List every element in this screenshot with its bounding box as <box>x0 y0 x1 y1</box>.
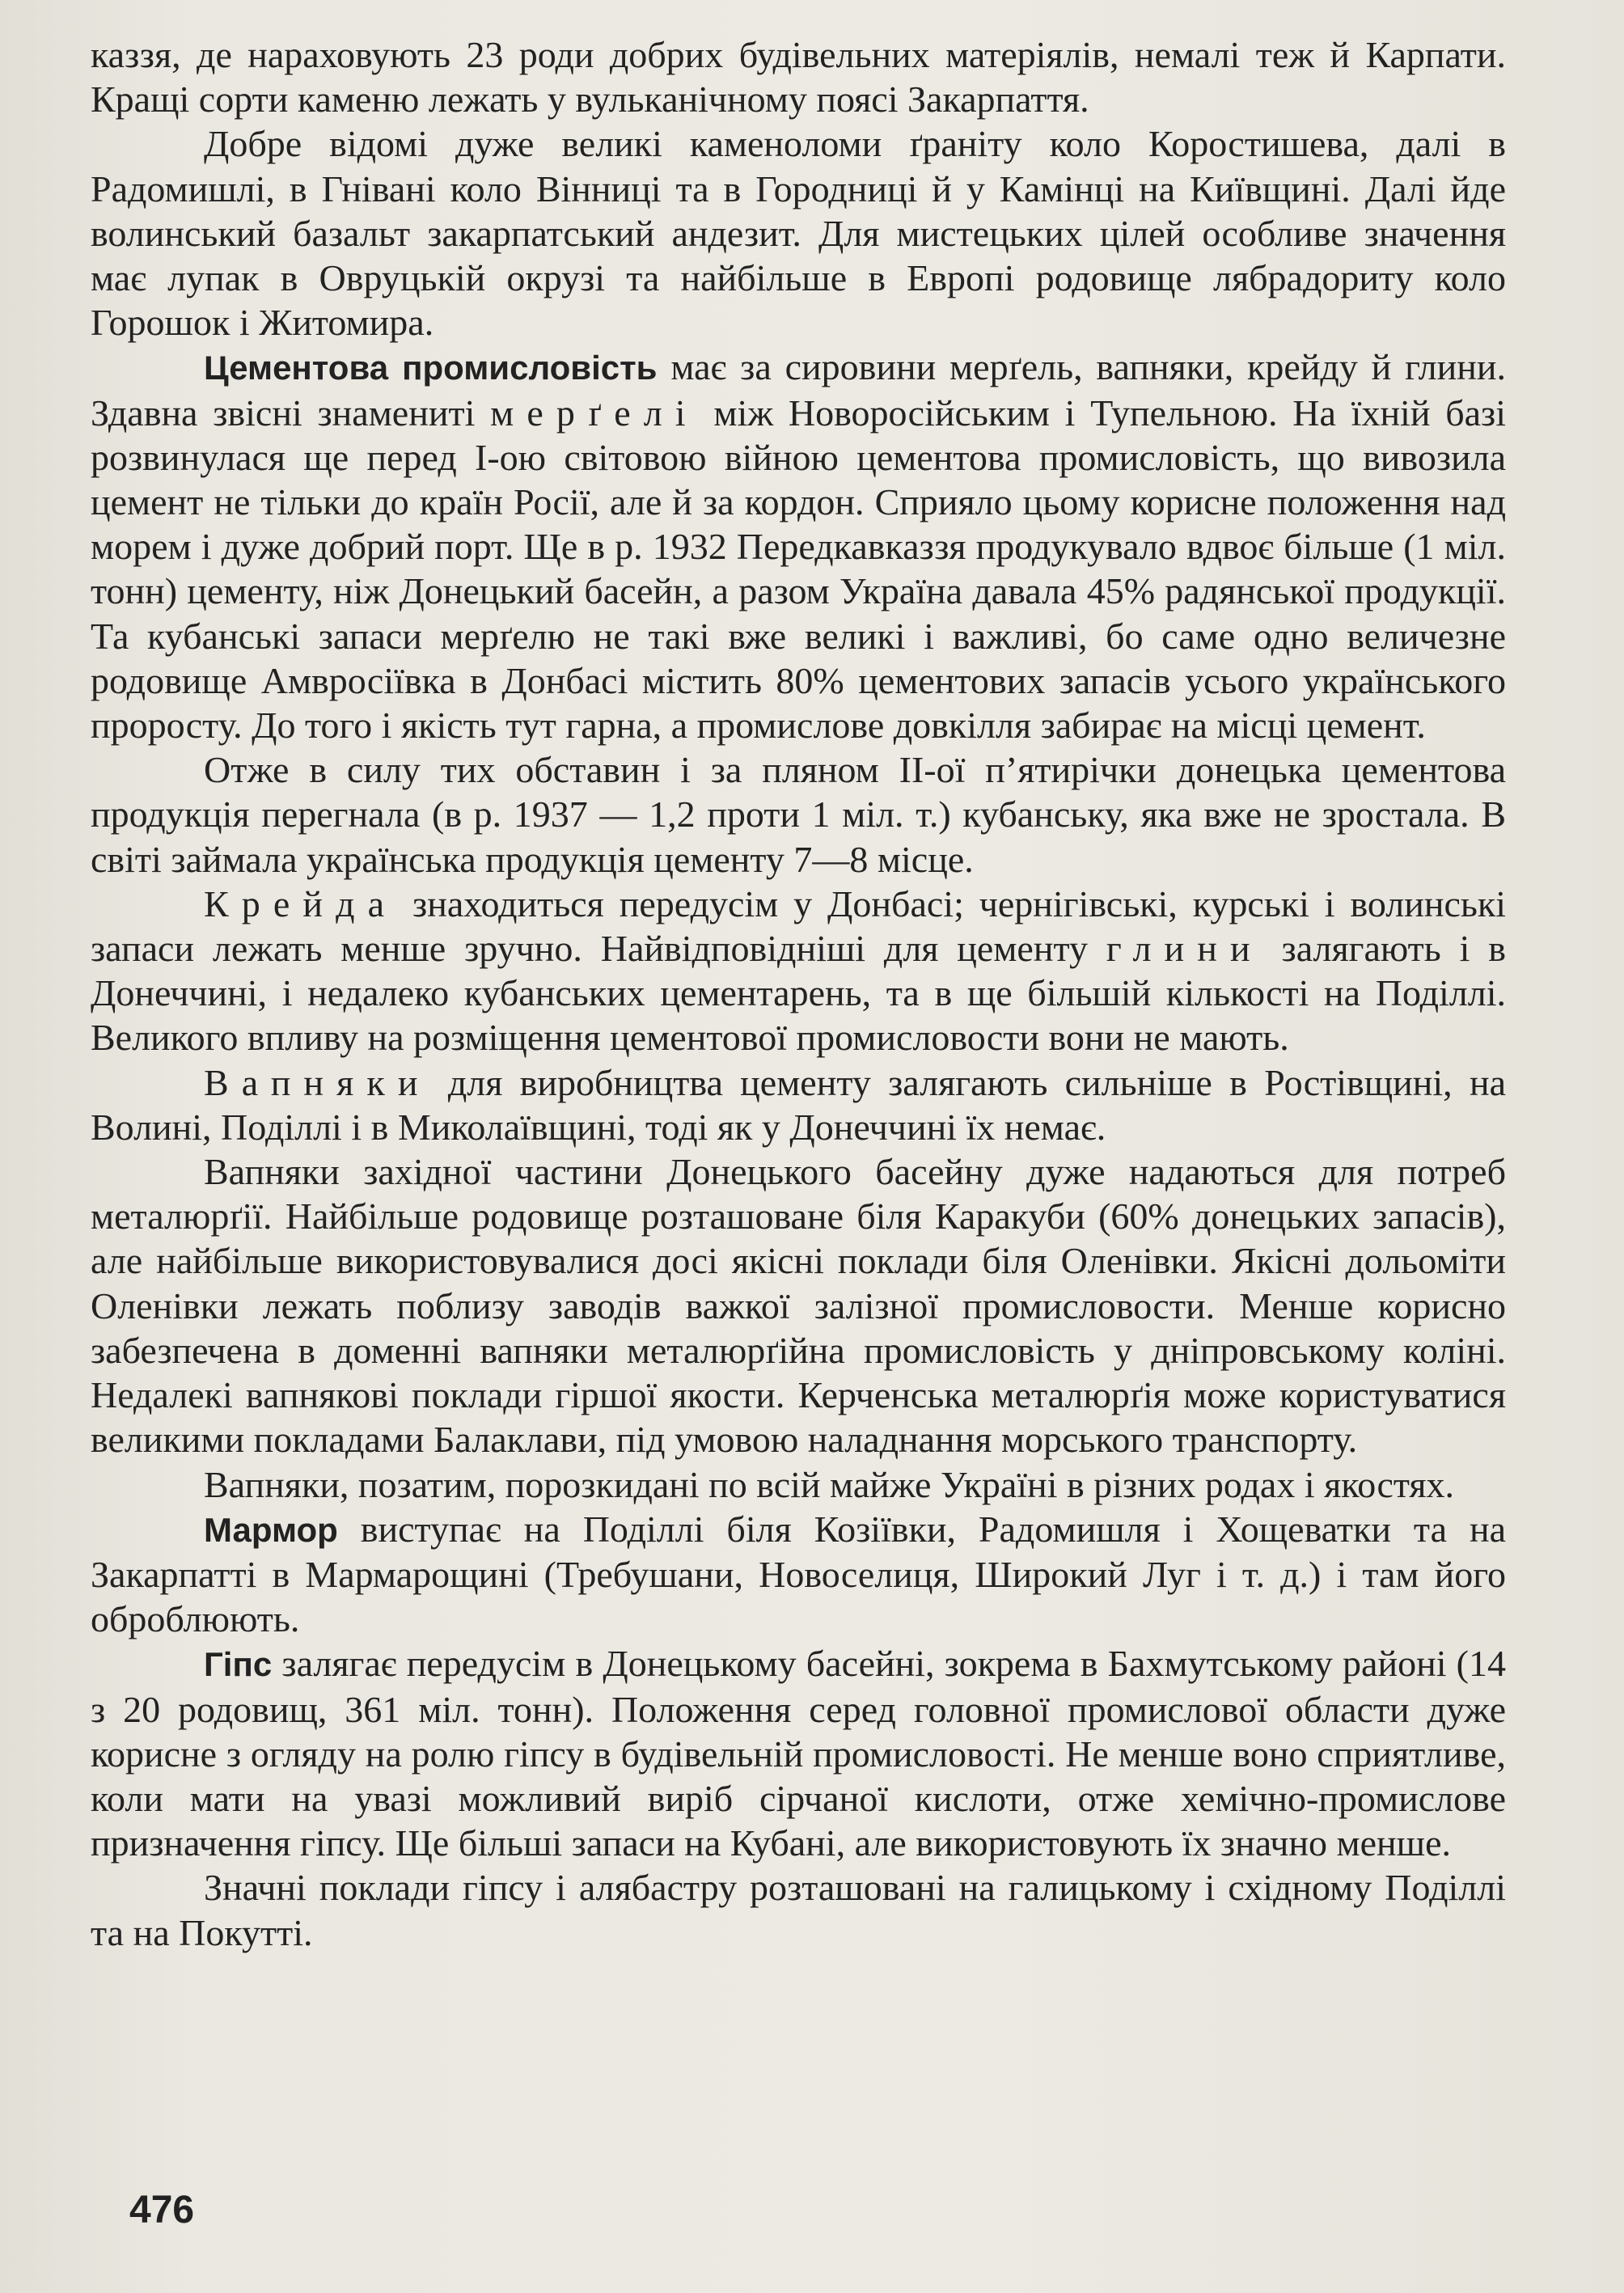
paragraph <box>91 882 1506 1060</box>
text-segment: між Новоросійським і Тупельною. На їхній базі розвинулася ще перед I-ою світовою війною цементова промисловість, що вивозила цемент не тільки до країн Росії, але й за кордон. Сприяло цьому корисне положення над морем і дуже добрий порт. Ще в р. 1932 Передкавказзя продукувало вдвоє більше (1 міл. тонн) цементу, ніж Донецький басейн, а разом Україна давала 45% радянської продукції. Та кубанські запаси мерґелю не такі вже великі і важливі, бо саме одно величезне родовище Амвросіївка в Донбасі містить 80% цементових запасів усього українського проросту. До того і якість тут гарна, а промислове довкілля забирає на місці цемент. <box>91 391 1506 747</box>
paragraph <box>91 32 1506 121</box>
page-number: 476 <box>129 2189 195 2232</box>
text-segment: залягає передусім в Донецькому басейні, зокрема в Бахмутському районі (14 з 20 родовищ, 361 міл. тонн). Положення серед головної промислової области дуже корисне з огляду на ролю гіпсу в будівельній промисловості. Не менше воно сприятливе, коли мати на увазі можливий виріб сірчаної кислоти, отже хемічно-промислове призначення гіпсу. Ще більші запаси на Кубані, але використовують їх значно менше. <box>91 1643 1506 1864</box>
text-segment: Вапняки, позатим, порозкидані по всій майже Україні в різних родах і якостях. <box>204 1463 1455 1505</box>
text-segment: Значні поклади гіпсу і алябастру розташовані на галицькому і східному Поділлі та на Покутті. <box>91 1867 1506 1953</box>
text-segment: Вапняки західної частини Донецького басейну дуже надаються для потреб металюрґії. Найбільше родовище розташоване біля Каракуби (60% донецьких запасів), але найбільше використовувалися досі якісні поклади біля Оленівки. Якісні дольоміти Оленівки лежать поблизу заводів важкої залізної промисловости. Менше корисно забезпечена в доменні вапняки металюрґійна промисловість у дніпровському коліні. Недалекі вапнякові поклади гіршої якости. Керченська металюрґія може користуватися великими покладами Балаклави, під умовою наладнання морського транспорту. <box>91 1151 1506 1461</box>
bold-term: Мармор <box>204 1510 338 1549</box>
paragraph <box>91 1462 1506 1507</box>
paragraph <box>91 1060 1506 1149</box>
paragraph <box>91 345 1506 747</box>
text-body <box>91 32 1506 1955</box>
paragraph <box>91 1507 1506 1642</box>
text-segment: знаходиться передусім у Донбасі; чернігівські, курські і волинські запаси лежать менше зручно. Найвідповідніші для цементу <box>91 882 1506 970</box>
text-segment: виступає на Поділлі біля Козіївки, Радомишля і Хощеватки та на Закарпатті в Мармарощині (Требушани, Новоселиця, Широкий Луг і т. д.) і там його оброблюють. <box>91 1508 1506 1640</box>
paragraph <box>91 1641 1506 1865</box>
paragraph <box>91 1865 1506 1954</box>
spaced-term: глини <box>1106 928 1263 970</box>
bold-term: Цементова промисловість <box>204 349 658 387</box>
text-segment: Отже в силу тих обставин і за пляном II-ої п’ятирічки донецька цементова продукція перегнала (в р. 1937 — 1,2 проти 1 міл. т.) кубанську, яка вже не зростала. В світі займала українська продукція цементу 7—8 місце. <box>91 749 1506 880</box>
spaced-term: мерґелі <box>490 391 699 434</box>
text-segment: Добре відомі дуже великі каменоломи ґраніту коло Коростишева, далі в Радомишлі, в Гнівані коло Вінниці та в Городниці й у Камінці на Київщині. Далі йде волинський базальт закарпатський андезит. Для мистецьких цілей особливе значення має лупак в Овруцькій окрузі та найбільше в Европі родовище лябрадориту коло Горошок і Житомира. <box>91 123 1506 344</box>
text-segment: для виробництва цементу залягають сильніше в Ростівщині, на Волині, Поділлі і в Миколаївщині, тоді як у Донеччині їх немає. <box>91 1061 1506 1148</box>
paragraph <box>91 1149 1506 1462</box>
paragraph <box>91 121 1506 345</box>
text-segment: каззя, де нараховують 23 роди добрих будівельних матеріялів, немалі теж й Карпати. Кращі сорти каменю лежать у вульканічному поясі Закарпаття. <box>91 34 1506 121</box>
spaced-term: Крейда <box>204 882 398 924</box>
spaced-term: Вапняки <box>204 1061 431 1103</box>
text-segment: залягають і в Донеччині, і недалеко кубанських цементарень, та в ще більшій кількості на Поділлі. Великого впливу на розміщення цементової промисловости вони не мають. <box>91 928 1506 1059</box>
bold-term: Гіпс <box>204 1645 273 1684</box>
paragraph <box>91 747 1506 882</box>
text-segment: має за сировини мерґель, вапняки, крейду й глини. Здавна звісні знамениті <box>91 346 1506 434</box>
